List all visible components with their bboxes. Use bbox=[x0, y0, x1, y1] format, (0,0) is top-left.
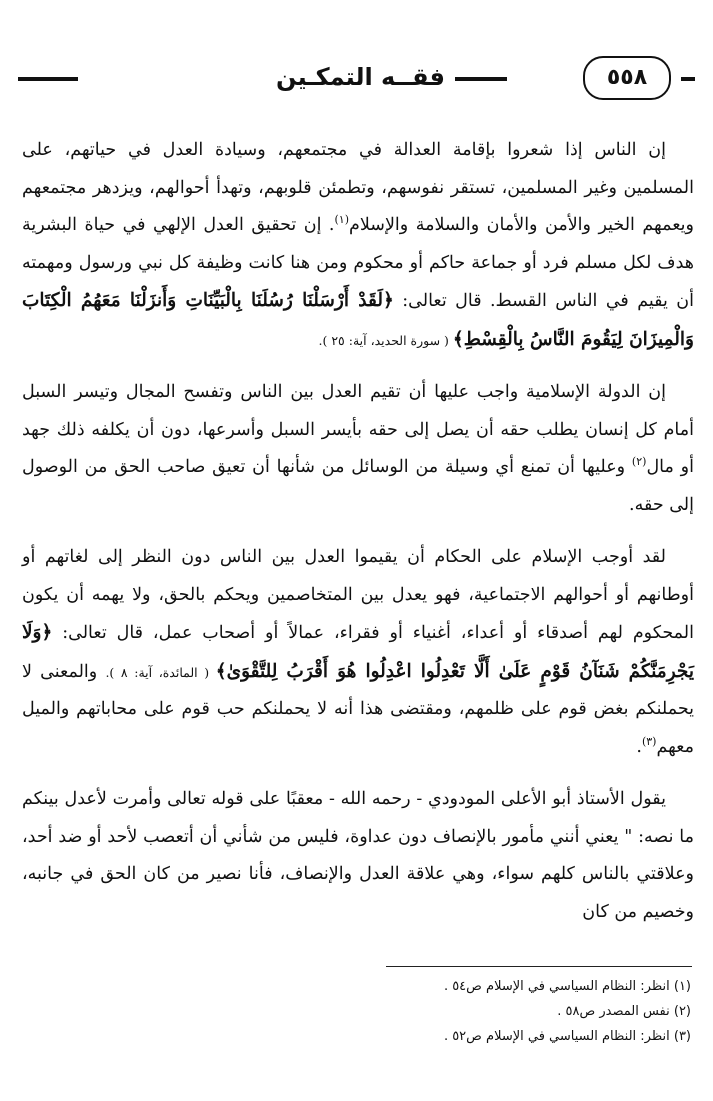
quran-verse-2: ﴿وَلَا يَجْرِمَنَّكُمْ شَنَآنُ قَوْمٍ عَلَىٰ أَلَّا تَعْدِلُوا اعْدِلُوا هُوَ أَقْرَبُ لِلتَّقْوَىٰ﴾ bbox=[22, 622, 695, 682]
paragraph-text: وعليها أن تمنع أي وسيلة من الوسائل من شأنها أن تعيق صاحب الحق من الوصول إلى حقه. bbox=[22, 457, 694, 515]
paragraph-text: لقد أوجب الإسلام على الحكام أن يقيموا العدل بين الناس دون النظر إلى لغاتهم أو أوطانهم أو أحوالهم الاجتماعية، فهو يعدل بين المتخاصمين ويحكم بالحق، ولا يهمه أن يكون المحكوم لهم أصدقاء أو أعداء، أغنياء أو فقراء، عمالاً أو أصحاب عمل، قال تعالى: bbox=[22, 547, 694, 643]
paragraph-text: إن الدولة الإسلامية واجب عليها أن تقيم العدل بين الناس وتفسح المجال وتيسر السبل أمام كل إنسان يطلب حقه أن يصل إلى حقه بأيسر السبل وأسرعها، دون أن يكلفه ذلك جهد أو مال bbox=[22, 382, 694, 477]
footnote-separator bbox=[386, 966, 692, 967]
footnote-marker-3: (٣) bbox=[641, 734, 657, 748]
verse-reference-1: ( سورة الحديد، آية: ٢٥ ). bbox=[318, 332, 453, 348]
page-body bbox=[22, 132, 694, 946]
quran-verse-1: ﴿لَقَدْ أَرْسَلْنَا رُسُلَنَا بِالْبَيِّنَاتِ وَأَنزَلْنَا مَعَهُمُ الْكِتَابَ وَالْمِيزَانَ لِيَقُومَ النَّاسُ بِالْقِسْطِ﴾ bbox=[22, 290, 694, 350]
paragraph-2 bbox=[22, 374, 694, 524]
header-rule-middle bbox=[455, 77, 507, 81]
footnote-1: (١) انظر: النظام السياسي في الإسلام ص٥٤ . bbox=[443, 979, 691, 994]
page-header bbox=[18, 58, 695, 98]
footnotes bbox=[19, 974, 691, 1049]
book-title: فقــه التمكـين bbox=[276, 63, 445, 91]
page-number: ٥٥٨ bbox=[583, 56, 671, 100]
footnote-marker-2: (٢) bbox=[631, 455, 647, 469]
header-rule-right bbox=[681, 77, 695, 81]
paragraph-text: . bbox=[636, 736, 642, 757]
verse-reference-2: ( المائدة، آية: ٨ ). bbox=[105, 664, 216, 680]
paragraph-3 bbox=[22, 539, 694, 766]
paragraph-1 bbox=[22, 132, 694, 359]
footnote-3: (٣) انظر: النظام السياسي في الإسلام ص٥٢ . bbox=[443, 1029, 691, 1044]
footnote-marker-1: (١) bbox=[334, 213, 349, 227]
paragraph-text: إن الناس إذا شعروا بإقامة العدالة في مجتمعهم، وسيادة العدل في حياتهم، على المسلمين وغير المسلمين، تستقر نفوسهم، وتطمئن قلوبهم، وتهدأ أحوالهم، ويزدهر مجتمعهم ويعمهم الخير والأمن والأمان والسلامة والإسلام bbox=[22, 140, 694, 235]
footnote-2: (٢) نفس المصدر ص٥٨ . bbox=[557, 1004, 691, 1019]
paragraph-text: والمعنى لا يحملنكم بغض قوم على ظلمهم، ومقتضى هذا أنه لا يحملنكم حب قوم على محاباتهم والميل معهم bbox=[22, 661, 694, 757]
header-rule-left bbox=[18, 77, 78, 81]
paragraph-text: . إن تحقيق العدل الإلهي في حياة البشرية هدف لكل مسلم فرد أو جماعة حاكم أو محكوم ومن هنا كانت وظيفة كل نبي ورسول ومهمته أن يقيم في الناس القسط. قال تعالى: bbox=[22, 215, 694, 311]
paragraph-4 bbox=[22, 781, 694, 931]
paragraph-text: يقول الأستاذ أبو الأعلى المودودي - رحمه الله - معقبًا على قوله تعالى وأمرت لأعدل بينكم ما نصه: " يعني أنني مأمور بالإنصاف دون عداوة، فليس من شأني أن أتعصب لأحد أو ضد أحد، وعلاقتي بالناس كلهم سواء، وهي علاقة العدل والإنصاف، فأنا نصير من كان الحق في جانبه، وخصيم من كان bbox=[22, 789, 694, 922]
